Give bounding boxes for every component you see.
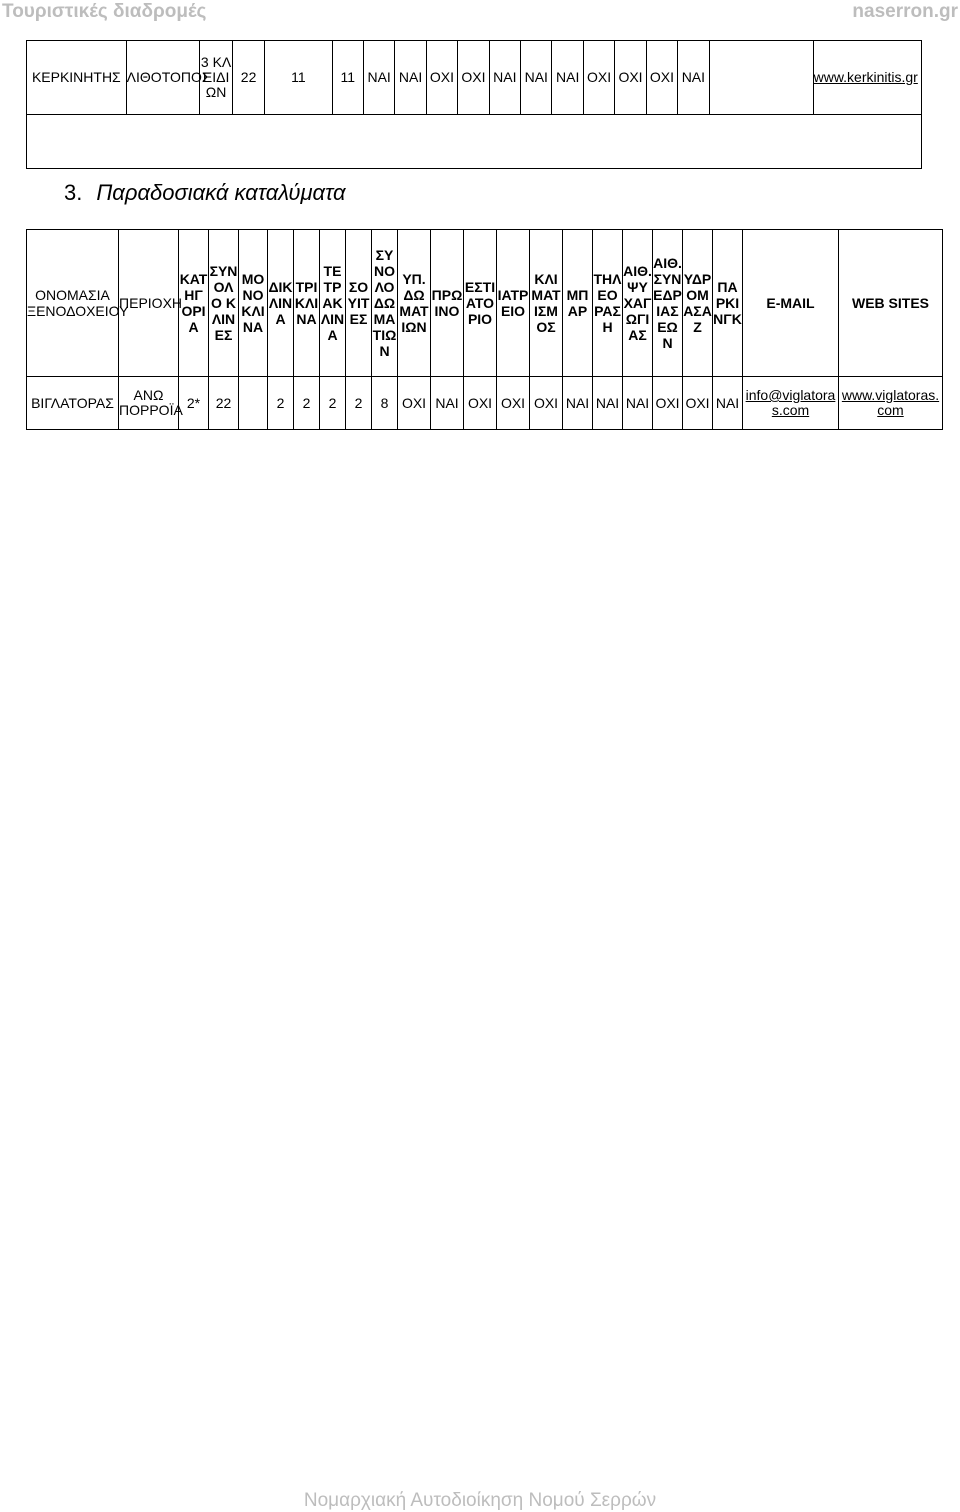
header-total-beds: ΣΥΝΟΛΟ ΚΛΙΝΕΣ xyxy=(209,230,239,377)
breakfast-cell: ΝΑΙ xyxy=(431,377,464,430)
header-television: ΤΗΛΕΟΡΑΣΗ xyxy=(593,230,623,377)
email-cell xyxy=(709,41,813,115)
email-link[interactable]: info@viglatoras.com xyxy=(745,387,836,418)
section-number: 3. xyxy=(64,180,83,205)
section-heading xyxy=(64,180,346,206)
category-cell: 3 ΚΛΕΙΔΙΩΝ xyxy=(200,41,233,115)
table-row xyxy=(27,377,943,430)
region-cell: ΑΝΩ ΠΟΡΡΟΪΑ xyxy=(119,377,179,430)
header-web-sites: WEB SITES xyxy=(839,230,943,377)
cell: ΝΑΙ xyxy=(678,41,709,115)
air-conditioning-cell: ΟΧΙ xyxy=(530,377,563,430)
double-rooms-cell: 2 xyxy=(268,377,294,430)
total-rooms-cell: 8 xyxy=(372,377,398,430)
website-cell xyxy=(813,41,921,115)
total-rooms-cell: 11 xyxy=(332,41,363,115)
empty-cell xyxy=(27,115,922,169)
cell: ΝΑΙ xyxy=(521,41,552,115)
cell: ΟΧΙ xyxy=(583,41,614,115)
room-service-cell: ΟΧΙ xyxy=(398,377,431,430)
cell: ΟΧΙ xyxy=(646,41,677,115)
header-parking: ΠΑΡΚΙΝΓΚ xyxy=(713,230,743,377)
restaurant-cell: ΟΧΙ xyxy=(464,377,497,430)
single-rooms-cell xyxy=(239,377,268,430)
header-single-rooms: ΜΟΝΟΚΛΙΝΑ xyxy=(239,230,268,377)
conference-room-cell: ΟΧΙ xyxy=(653,377,683,430)
cell: ΝΑΙ xyxy=(489,41,520,115)
header-air-conditioning: ΚΛΙΜΑΤΙΣΜΟΣ xyxy=(530,230,563,377)
page-header xyxy=(0,0,960,24)
header-site-title: Τουριστικές διαδρομές xyxy=(2,1,207,22)
header-email: E-MAIL xyxy=(743,230,839,377)
infirmary-cell: ΟΧΙ xyxy=(497,377,530,430)
header-room-service: ΥΠ. ΔΩΜΑΤΙΩΝ xyxy=(398,230,431,377)
website-link[interactable]: www.viglatoras.com xyxy=(841,387,940,418)
table-row xyxy=(27,41,922,115)
accommodation-table-continued xyxy=(26,40,922,169)
cell: ΝΑΙ xyxy=(363,41,394,115)
total-beds-cell: 22 xyxy=(232,41,265,115)
hotel-name-cell: ΒΙΓΛΑΤΟΡΑΣ xyxy=(27,377,119,430)
header-quad-rooms: ΤΕΤΡΑΚΛΙΝΑ xyxy=(320,230,346,377)
table-header-row xyxy=(27,230,943,377)
cell: ΟΧΙ xyxy=(458,41,489,115)
header-conference-room: ΑΙΘ. ΣΥΝΕΔΡΙΑΣΕΩΝ xyxy=(653,230,683,377)
header-triple-rooms: ΤΡΙΚΛΙΝΑ xyxy=(294,230,320,377)
header-category: ΚΑΤΗΓΟΡΙΑ xyxy=(179,230,209,377)
header-bar: ΜΠΑΡ xyxy=(563,230,593,377)
header-entertainment-room: ΑΙΘ. ΨΥΧΑΓΩΓΙΑΣ xyxy=(623,230,653,377)
traditional-accommodation-table xyxy=(26,229,943,430)
page-footer: Νομαρχιακή Αυτοδιοίκηση Νομού Σερρών xyxy=(303,1490,657,1511)
header-double-rooms: ΔΙΚΛΙΝΑ xyxy=(268,230,294,377)
category-cell: 2* xyxy=(179,377,209,430)
cell: ΝΑΙ xyxy=(552,41,583,115)
hydromassage-cell: ΟΧΙ xyxy=(683,377,713,430)
double-rooms-cell: 11 xyxy=(265,41,332,115)
cell: ΝΑΙ xyxy=(395,41,426,115)
email-cell xyxy=(743,377,839,430)
website-cell xyxy=(839,377,943,430)
region-cell: ΛΙΘΟΤΟΠΟΣ xyxy=(126,41,200,115)
hotel-name-cell: ΚΕΡΚΙΝΗΤΗΣ xyxy=(27,41,127,115)
quad-rooms-cell: 2 xyxy=(320,377,346,430)
header-infirmary: ΙΑΤΡΕΙΟ xyxy=(497,230,530,377)
cell: ΟΧΙ xyxy=(615,41,646,115)
header-breakfast: ΠΡΩΙΝΟ xyxy=(431,230,464,377)
website-link[interactable]: www.kerkinitis.gr xyxy=(813,69,918,85)
header-hotel-name: ΟΝΟΜΑΣΙΑ ΞΕΝΟΔΟΧΕΙΟΥ xyxy=(27,230,119,377)
parking-cell: ΝΑΙ xyxy=(713,377,743,430)
header-total-rooms: ΣΥΝΟΛΟ ΔΩΜΑΤΙΩΝ xyxy=(372,230,398,377)
section-title: Παραδοσιακά καταλύματα xyxy=(96,180,346,205)
bar-cell: ΝΑΙ xyxy=(563,377,593,430)
total-beds-cell: 22 xyxy=(209,377,239,430)
header-region: ΠΕΡΙΟΧΗ xyxy=(119,230,179,377)
suites-cell: 2 xyxy=(346,377,372,430)
triple-rooms-cell: 2 xyxy=(294,377,320,430)
table-row-empty xyxy=(27,115,922,169)
header-hydromassage: ΥΔΡΟΜΑΣΑΖ xyxy=(683,230,713,377)
cell: ΟΧΙ xyxy=(426,41,457,115)
header-suites: ΣΟΥΙΤΕΣ xyxy=(346,230,372,377)
entertainment-room-cell: ΝΑΙ xyxy=(623,377,653,430)
television-cell: ΝΑΙ xyxy=(593,377,623,430)
header-domain: naserron.gr xyxy=(852,1,958,22)
header-restaurant: ΕΣΤΙΑΤΟΡΙΟ xyxy=(464,230,497,377)
